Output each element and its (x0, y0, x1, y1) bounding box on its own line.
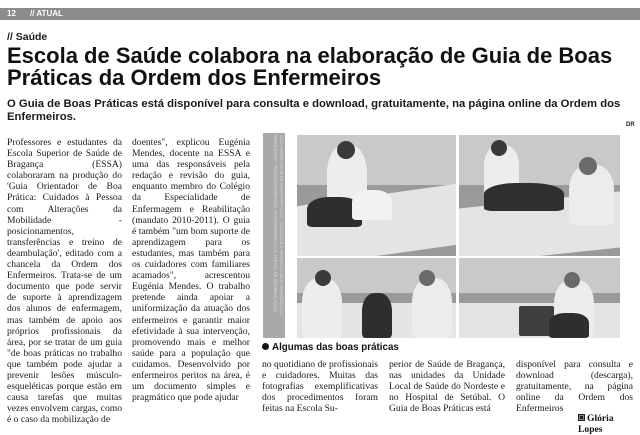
article-column-4: perior de Saúde de Bragança, nas unidades da Unidade Local de Saúde do Nordeste e no Hospital de Setúbal. O Guia de Boas Práticas está (389, 359, 505, 415)
page-number: 12 (7, 9, 16, 18)
article-column-3: no quotidiano de profissionais e cuidadores. Muitas das fotografias exemplificativas dos procedimentos foram feitas na Escola Su- (262, 359, 378, 415)
guide-cover-strip (263, 133, 285, 338)
article-lead: O Guia de Boas Práticas está disponível para consulta e download, gratuitamente, na página online da Ordem dos Enfermeiros. (7, 98, 621, 123)
photo-3 (297, 258, 456, 338)
bullet-icon (262, 343, 269, 350)
photo-2 (459, 135, 620, 256)
author-square-icon (578, 414, 585, 421)
photo-credit: DR (626, 122, 635, 128)
article-column-1: Professores e estudantes da Escola Superior de Saúde de Bragança (ESSA) colaboraram na produção do 'Guia Orientador de Boa Prática: Cuidados à Pessoa com Alterações da Mobilidade - posicionamentos, transferências e treino de deambulação', editado com a chancela da Ordem dos Enfermeiros. Trata-se de um documento que pode servir de suporte à aprendizagem dos alunos de enfermagem, mas também de apoio aos próprios profissionais da área, por se tratar de um guia "de boas práticas no trabalho que também pode ajudar a prevenir lesões músculo-esqueléticas porque estão em causa tarefas que muitas vezes envolvem cargas, como é o caso da mobilização de (7, 137, 122, 426)
author-byline (578, 413, 640, 435)
section-label: // ATUAL (30, 9, 63, 18)
caption-text: Algumas das boas práticas (272, 342, 399, 353)
article-column-5: disponível para consulta e download (descarga), gratuitamente, na página online da Ordem dos Enfermeiros (516, 359, 633, 415)
author-name: Glória Lopes (578, 413, 614, 435)
article-title: Escola de Saúde colabora na elaboração de Guia de Boas Práticas da Ordem dos Enfermeiros (7, 43, 613, 90)
page-header-bar (0, 8, 640, 20)
article-column-2: doentes", explicou Eugénia Mendes, docente na ESSA e uma das responsáveis pela redação e revisão do guia, enquanto membro do Colégio da Especialidade de Enfermagem e Reabilitação (mandato 2010-2011). O guia é também "um bom suporte de aprendizagem para os estudantes, mas também para os cuidadores com familiares acamados", acrescentou Eugénia Mendes. O trabalho pretende ainda apoiar a uniformização da atuação dos enfermeiros e garantir maior efetividade à sua intervenção, promovendo mais e melhor saúde para a população que cuidamos. Desenvolvido por enfermeiros peritos na área, é um documento simples e pragmático que pode ajudar (132, 137, 250, 404)
photo-4 (459, 258, 620, 338)
article-kicker: // Saúde (7, 31, 48, 43)
figure-caption (262, 342, 399, 353)
guide-cover-text: GUIA ORIENTADOR DE BOAS PRÁTICAS · CUIDADOS À PESSOA COM ALTERAÇÕES DA MOBILIDADE · POSICIONAMENTOS, TRANSFERÊNCIAS E TREINO DE DEAMBULAÇÃO (273, 135, 284, 315)
photo-1 (297, 135, 456, 256)
